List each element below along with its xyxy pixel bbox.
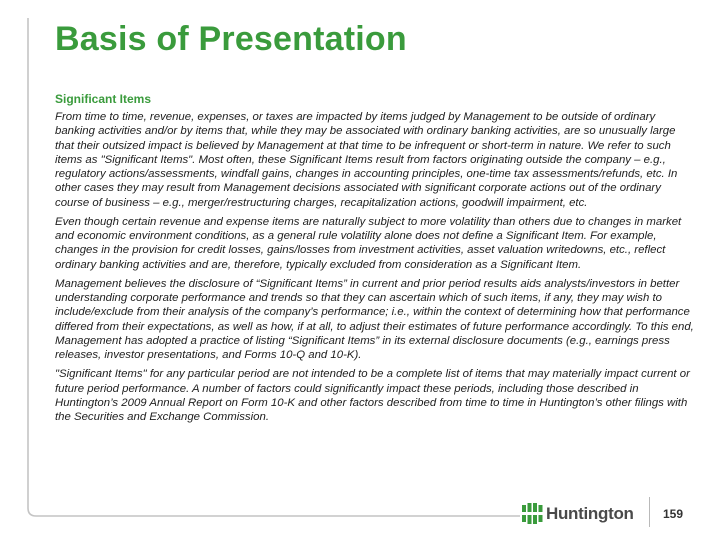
logo-wordmark: Huntington [546,503,634,523]
section-heading: Significant Items [55,92,152,106]
huntington-logo-mark-icon [522,503,543,524]
page-title: Basis of Presentation [55,20,407,58]
huntington-logo [522,503,634,524]
page-number: 159 [663,507,684,521]
footer-divider [649,497,650,527]
paragraph-limitations: "Significant Items" for any particular period are not intended to be a complete list of items that may materially impact current or future period performance. A number of factors could significantly impact these periods, including those described in Huntington’s 2009 Annual Report on Form 10-K and other factors described from time to time in Huntington’s other filings with the Securities and Exchange Commission. [55,368,690,423]
main-content [55,92,697,429]
paragraph-volatility: Even though certain revenue and expense items are naturally subject to more volatility than others due to changes in market and economic environment conditions, as a general rule volatility alone does not define a Significant Item. For example, changes in the provision for credit losses, gains/losses from investment activities, asset valuation writedowns, etc., reflect ordinary banking activities and are, therefore, typically excluded from consideration as a Significant Item. [55,215,682,271]
paragraph-definition: From time to time, revenue, expenses, or taxes are impacted by items judged by Management to be outside of ordinary banking activities and/or by items that, while they may be associated with ordinary banking activities, are so unusually large that their outsized impact is believed by Management at that time to be infrequent or short-term in nature. We refer to such items as "Significant Items". Most often, these Significant Items result from factors originating outside the company – e.g., regulatory actions/assessments, windfall gains, changes in accounting principles, one-time tax assessments/refunds, etc. In other cases they may result from Management decisions associated with significant corporate actions out of the ordinary course of business – e.g., merger/restructuring charges, recapitalization actions, goodwill impairment, etc. [55,111,678,209]
paragraph-disclosure: Management believes the disclosure of “Significant Items” in current and prior period results aids analysts/investors in better understanding corporate performance and trends so that they can ascertain which of such items, if any, they may wish to include/exclude from their analysis of the company’s performance; i.e., within the context of determining how that performance differed from their expectations, as well as how, if at all, to adjust their estimates of future performance accordingly. To this end, Management has adopted a practice of listing “Significant Items” in its external disclosure documents (e.g., earnings press releases, investor presentations, and Forms 10-Q and 10-K). [55,277,694,361]
